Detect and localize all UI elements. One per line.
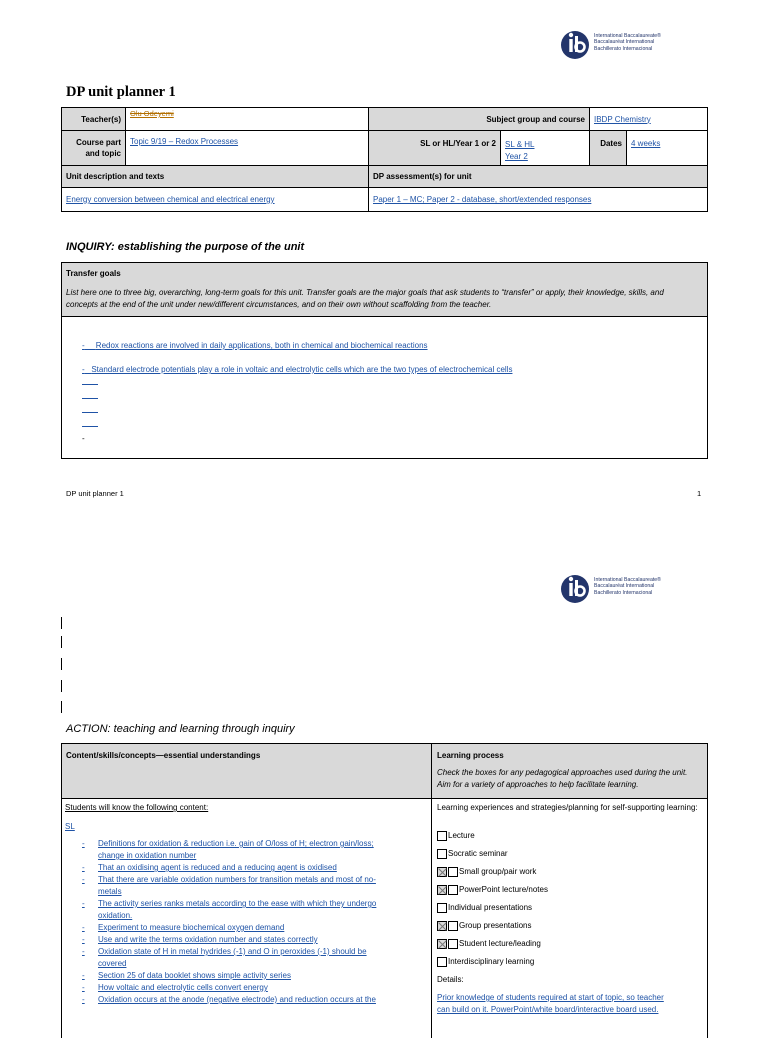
bullet-dash: -: [82, 935, 85, 944]
content-item-text: Experiment to measure biochemical oxygen demand: [98, 923, 285, 932]
content-item-text: Section 25 of data booklet shows simple activity series: [98, 971, 291, 980]
ib-seal-icon: [560, 574, 590, 604]
learning-option[interactable]: [437, 848, 508, 860]
learning-option-label: Interdisciplinary learning: [448, 957, 535, 966]
ib-logo: [560, 574, 690, 614]
content-item-continuation: covered: [98, 959, 127, 968]
transfer-goals-body: [61, 316, 708, 459]
revision-bar: [61, 680, 62, 692]
learning-option[interactable]: [437, 938, 541, 950]
empty-goal-line: [82, 384, 98, 385]
content-item-text: That an oxidising agent is reduced and a reducing agent is oxidised: [98, 863, 337, 872]
empty-goal-dash: -: [82, 434, 85, 443]
ib-logo-text: International Baccalaureate® Baccalauréat International Bachillerato Internacional: [594, 33, 661, 52]
sl-hl-label: SL or HL/Year 1 or 2: [369, 131, 501, 166]
subject-label: Subject group and course: [369, 108, 590, 131]
checkbox-field: [448, 921, 458, 931]
unit-desc-label: Unit description and texts: [62, 166, 369, 188]
checkbox-checked[interactable]: [437, 885, 447, 895]
transfer-goal-1: - Redox reactions are involved in daily applications, both in chemical and biochemical reactions: [82, 341, 428, 350]
dates-label: Dates: [590, 131, 627, 166]
checkbox-unchecked[interactable]: [437, 903, 447, 913]
dp-assessment-label: DP assessment(s) for unit: [369, 166, 708, 188]
edit-marker: [61, 319, 62, 333]
learning-process-header: Learning process: [437, 751, 504, 760]
learning-option[interactable]: [437, 920, 532, 932]
empty-goal-line: [82, 426, 98, 427]
teacher-value: Olu Odeyemi: [126, 108, 369, 131]
bullet-dash: -: [82, 947, 85, 956]
learning-process-instructions: Check the boxes for any pedagogical approaches used during the unit. Aim for a variety of approaches to help facilitate learning.: [437, 768, 688, 789]
content-item-text: How voltaic and electrolytic cells convert energy: [98, 983, 268, 992]
learning-option-label: Socratic seminar: [448, 849, 508, 858]
content-item-continuation: change in oxidation number: [98, 851, 197, 860]
learning-option-label: Individual presentations: [448, 903, 533, 912]
checkbox-field: [448, 885, 458, 895]
bullet-dash: -: [82, 971, 85, 980]
learning-process-header-cell: [431, 743, 708, 799]
bullet-dash: -: [82, 923, 85, 932]
revision-bar: [61, 636, 62, 648]
ib-logo: [560, 30, 690, 70]
learning-option-label: Small group/pair work: [459, 867, 537, 876]
ib-seal-icon: [560, 30, 590, 60]
checkbox-field: [448, 939, 458, 949]
bullet-dash: -: [82, 875, 85, 884]
learning-experiences-label: Learning experiences and strategies/planning for self-supporting learning:: [437, 803, 698, 812]
checkbox-unchecked[interactable]: [437, 957, 447, 967]
details-text: Prior knowledge of students required at start of topic, so teacher can build on it. PowerPoint/white board/interactive board used.: [437, 993, 664, 1014]
inquiry-heading: INQUIRY: establishing the purpose of the unit: [66, 241, 305, 253]
page-title: DP unit planner 1: [66, 84, 176, 100]
learning-option-label: Lecture: [448, 831, 475, 840]
checkbox-unchecked[interactable]: [437, 831, 447, 841]
footer-left: DP unit planner 1: [66, 489, 124, 498]
content-item-text: Oxidation occurs at the anode (negative electrode) and reduction occurs at the: [98, 995, 376, 1004]
ib-logo-text: International Baccalaureate® Baccalauréat International Bachillerato Internacional: [594, 577, 661, 596]
checkbox-unchecked[interactable]: [437, 849, 447, 859]
transfer-goals-instructions: List here one to three big, overarching, long-term goals for this unit. Transfer goals are the major goals that ask students to “transfer” or apply, their knowledge, skills, and concepts at the end of the unit under new/different circumstances, and on their own without scaffolding from the teacher.: [66, 288, 664, 309]
bullet-dash: -: [82, 839, 85, 848]
content-item-text: Definitions for oxidation & reduction i.e. gain of O/loss of H; electron gain/loss;: [98, 839, 374, 848]
learning-option[interactable]: [437, 830, 475, 842]
learning-option[interactable]: [437, 902, 532, 914]
empty-goal-line: [82, 412, 98, 413]
content-intro: Students will know the following content:: [65, 803, 209, 812]
checkbox-checked[interactable]: [437, 867, 447, 877]
content-item-continuation: metals: [98, 887, 122, 896]
checkbox-checked[interactable]: [437, 939, 447, 949]
learning-option-label: Group presentations: [459, 921, 532, 930]
learning-option[interactable]: [437, 956, 534, 968]
learning-option[interactable]: [437, 866, 536, 878]
course-part-value: Topic 9/19 – Redox Processes: [126, 131, 369, 166]
subject-value: IBDP Chemistry: [590, 108, 708, 131]
bullet-dash: -: [82, 899, 85, 908]
revision-bar: [61, 617, 62, 629]
checkbox-field: [448, 867, 458, 877]
content-header-cell: [61, 743, 432, 799]
content-item-text: The activity series ranks metals according to the ease with which they undergo: [98, 899, 377, 908]
unit-desc-value: Energy conversion between chemical and electrical energy: [62, 188, 369, 212]
learning-option-label: Student lecture/leading: [459, 939, 541, 948]
learning-option-label: PowerPoint lecture/notes: [459, 885, 548, 894]
checkbox-checked[interactable]: [437, 921, 447, 931]
footer-page-number: 1: [697, 489, 702, 498]
transfer-goals-header: [61, 262, 708, 317]
content-item-text: That there are variable oxidation numbers for transition metals and most of no-: [98, 875, 376, 884]
bullet-dash: -: [82, 995, 85, 1004]
content-item-continuation: oxidation.: [98, 911, 133, 920]
bullet-dash: -: [82, 863, 85, 872]
revision-bar: [61, 701, 62, 713]
content-item-text: Use and write the terms oxidation number and states correctly: [98, 935, 318, 944]
details-label: Details:: [437, 975, 464, 984]
bullet-dash: -: [82, 983, 85, 992]
sl-hl-value: SL & HL Year 2: [501, 131, 590, 166]
teacher-label: Teacher(s): [62, 108, 126, 131]
content-item-text: Oxidation state of H in metal hydrides (-1) and O in peroxides (-1) should be: [98, 947, 367, 956]
dates-value: 4 weeks: [627, 131, 708, 166]
action-heading: ACTION: teaching and learning through inquiry: [66, 723, 295, 735]
course-part-label: Course part and topic: [62, 131, 126, 166]
unit-info-table: [61, 107, 708, 212]
learning-option[interactable]: [437, 884, 548, 896]
dp-assessment-value: Paper 1 – MC; Paper 2 - database, short/extended responses: [369, 188, 708, 212]
transfer-goal-2: - Standard electrode potentials play a role in voltaic and electrolytic cells which are the two types of electrochemical cells: [82, 365, 513, 374]
empty-goal-line: [82, 398, 98, 399]
revision-bar: [61, 658, 62, 670]
content-header: Content/skills/concepts—essential understandings: [66, 751, 261, 760]
sl-label: SL: [65, 822, 75, 831]
transfer-goals-label: Transfer goals: [66, 269, 121, 278]
